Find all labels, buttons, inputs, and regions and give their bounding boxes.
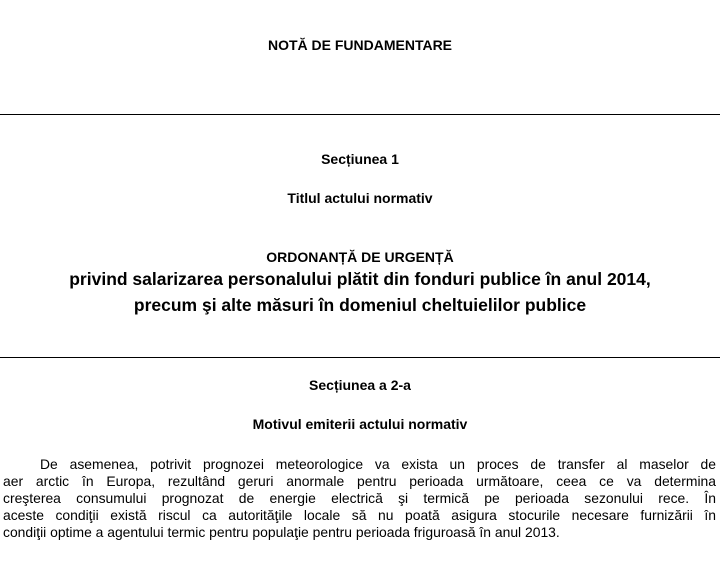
section1-subheading: Titlul actului normativ: [287, 190, 433, 206]
motivation-paragraph: [3, 456, 716, 541]
divider-top: [0, 114, 720, 115]
act-title-line1: privind salarizarea personalului plătit din fonduri publice în anul 2014,: [69, 269, 651, 289]
divider-middle: [0, 357, 720, 358]
act-type: ORDONANȚĂ DE URGENȚĂ: [266, 249, 454, 265]
section2-subheading: Motivul emiterii actului normativ: [252, 416, 468, 432]
paragraph-line: aceste condiţii există riscul ca autorităţile locale să nu poată asigura stocurile necesare furnizării în: [3, 507, 716, 523]
section1-heading: Secțiunea 1: [321, 151, 399, 167]
paragraph-line: De asemenea, potrivit prognozei meteorologice va exista un proces de transfer al maselor de: [40, 456, 716, 472]
act-title-line2: precum şi alte măsuri în domeniul cheltuielilor publice: [133, 295, 587, 315]
paragraph-line: aer arctic în Europa, rezultând geruri anormale pentru perioada următoare, ceea ce va determina: [3, 473, 716, 489]
document-title: NOTĂ DE FUNDAMENTARE: [267, 37, 453, 53]
paragraph-line: creşterea consumului prognozat de energie electrică şi termică pe perioada sezonului rece. În: [3, 490, 716, 506]
section2-heading: Secțiunea a 2-a: [309, 377, 411, 393]
paragraph-line: condiţii optime a agentului termic pentru populaţie pentru perioada friguroasă în anul 2013.: [3, 524, 560, 540]
